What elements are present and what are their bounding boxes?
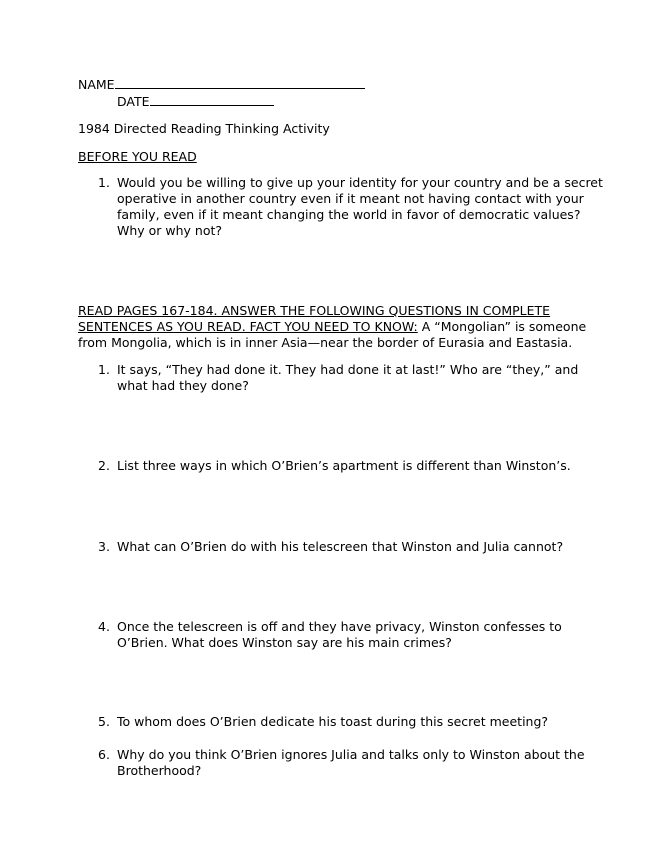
reading-heading-line-2	[78, 318, 586, 335]
question-line: To whom does O’Brien dedicate his toast during this secret meeting?	[117, 714, 549, 729]
question-number: 1.	[98, 362, 110, 377]
name-field	[78, 76, 365, 93]
question-number: 2.	[98, 458, 110, 473]
question-line: Would you be willing to give up your identity for your country and be a secret	[117, 175, 603, 190]
reading-heading-line-1: READ PAGES 167-184. ANSWER THE FOLLOWING QUESTIONS IN COMPLETE	[78, 303, 551, 318]
question-line: family, even if it meant changing the world in favor of democratic values?	[117, 207, 581, 222]
question-line: List three ways in which O’Brien’s apartment is different than Winston’s.	[117, 458, 571, 473]
question-number: 3.	[98, 539, 110, 554]
question-line: It says, “They had done it. They had done it at last!” Who are “they,” and	[117, 362, 579, 377]
question-line: Brotherhood?	[117, 763, 202, 778]
name-label: NAME	[78, 77, 115, 92]
page-title: 1984 Directed Reading Thinking Activity	[78, 121, 330, 136]
question-number: 5.	[98, 714, 110, 729]
question-line: operative in another country even if it meant not having contact with your	[117, 191, 584, 206]
name-blank-line[interactable]	[115, 76, 365, 89]
question-number: 6.	[98, 747, 110, 762]
question-number: 4.	[98, 619, 110, 634]
before-heading: BEFORE YOU READ	[78, 149, 197, 164]
date-blank-line[interactable]	[150, 93, 274, 106]
question-line: Once the telescreen is off and they have privacy, Winston confesses to	[117, 619, 562, 634]
question-line: What can O’Brien do with his telescreen that Winston and Julia cannot?	[117, 539, 564, 554]
question-line: what had they done?	[117, 378, 249, 393]
question-line: Why do you think O’Brien ignores Julia and talks only to Winston about the	[117, 747, 585, 762]
question-line: Why or why not?	[117, 223, 223, 238]
question-number: 1.	[98, 175, 110, 190]
question-line: O’Brien. What does Winston say are his main crimes?	[117, 635, 452, 650]
fact-text: A “Mongolian” is someone	[417, 319, 587, 334]
date-label: DATE	[117, 94, 150, 109]
reading-heading-line-3: from Mongolia, which is in inner Asia—near the border of Eurasia and Eastasia.	[78, 335, 573, 350]
fact-heading: SENTENCES AS YOU READ. FACT YOU NEED TO KNOW:	[78, 319, 418, 334]
date-field	[117, 93, 274, 110]
